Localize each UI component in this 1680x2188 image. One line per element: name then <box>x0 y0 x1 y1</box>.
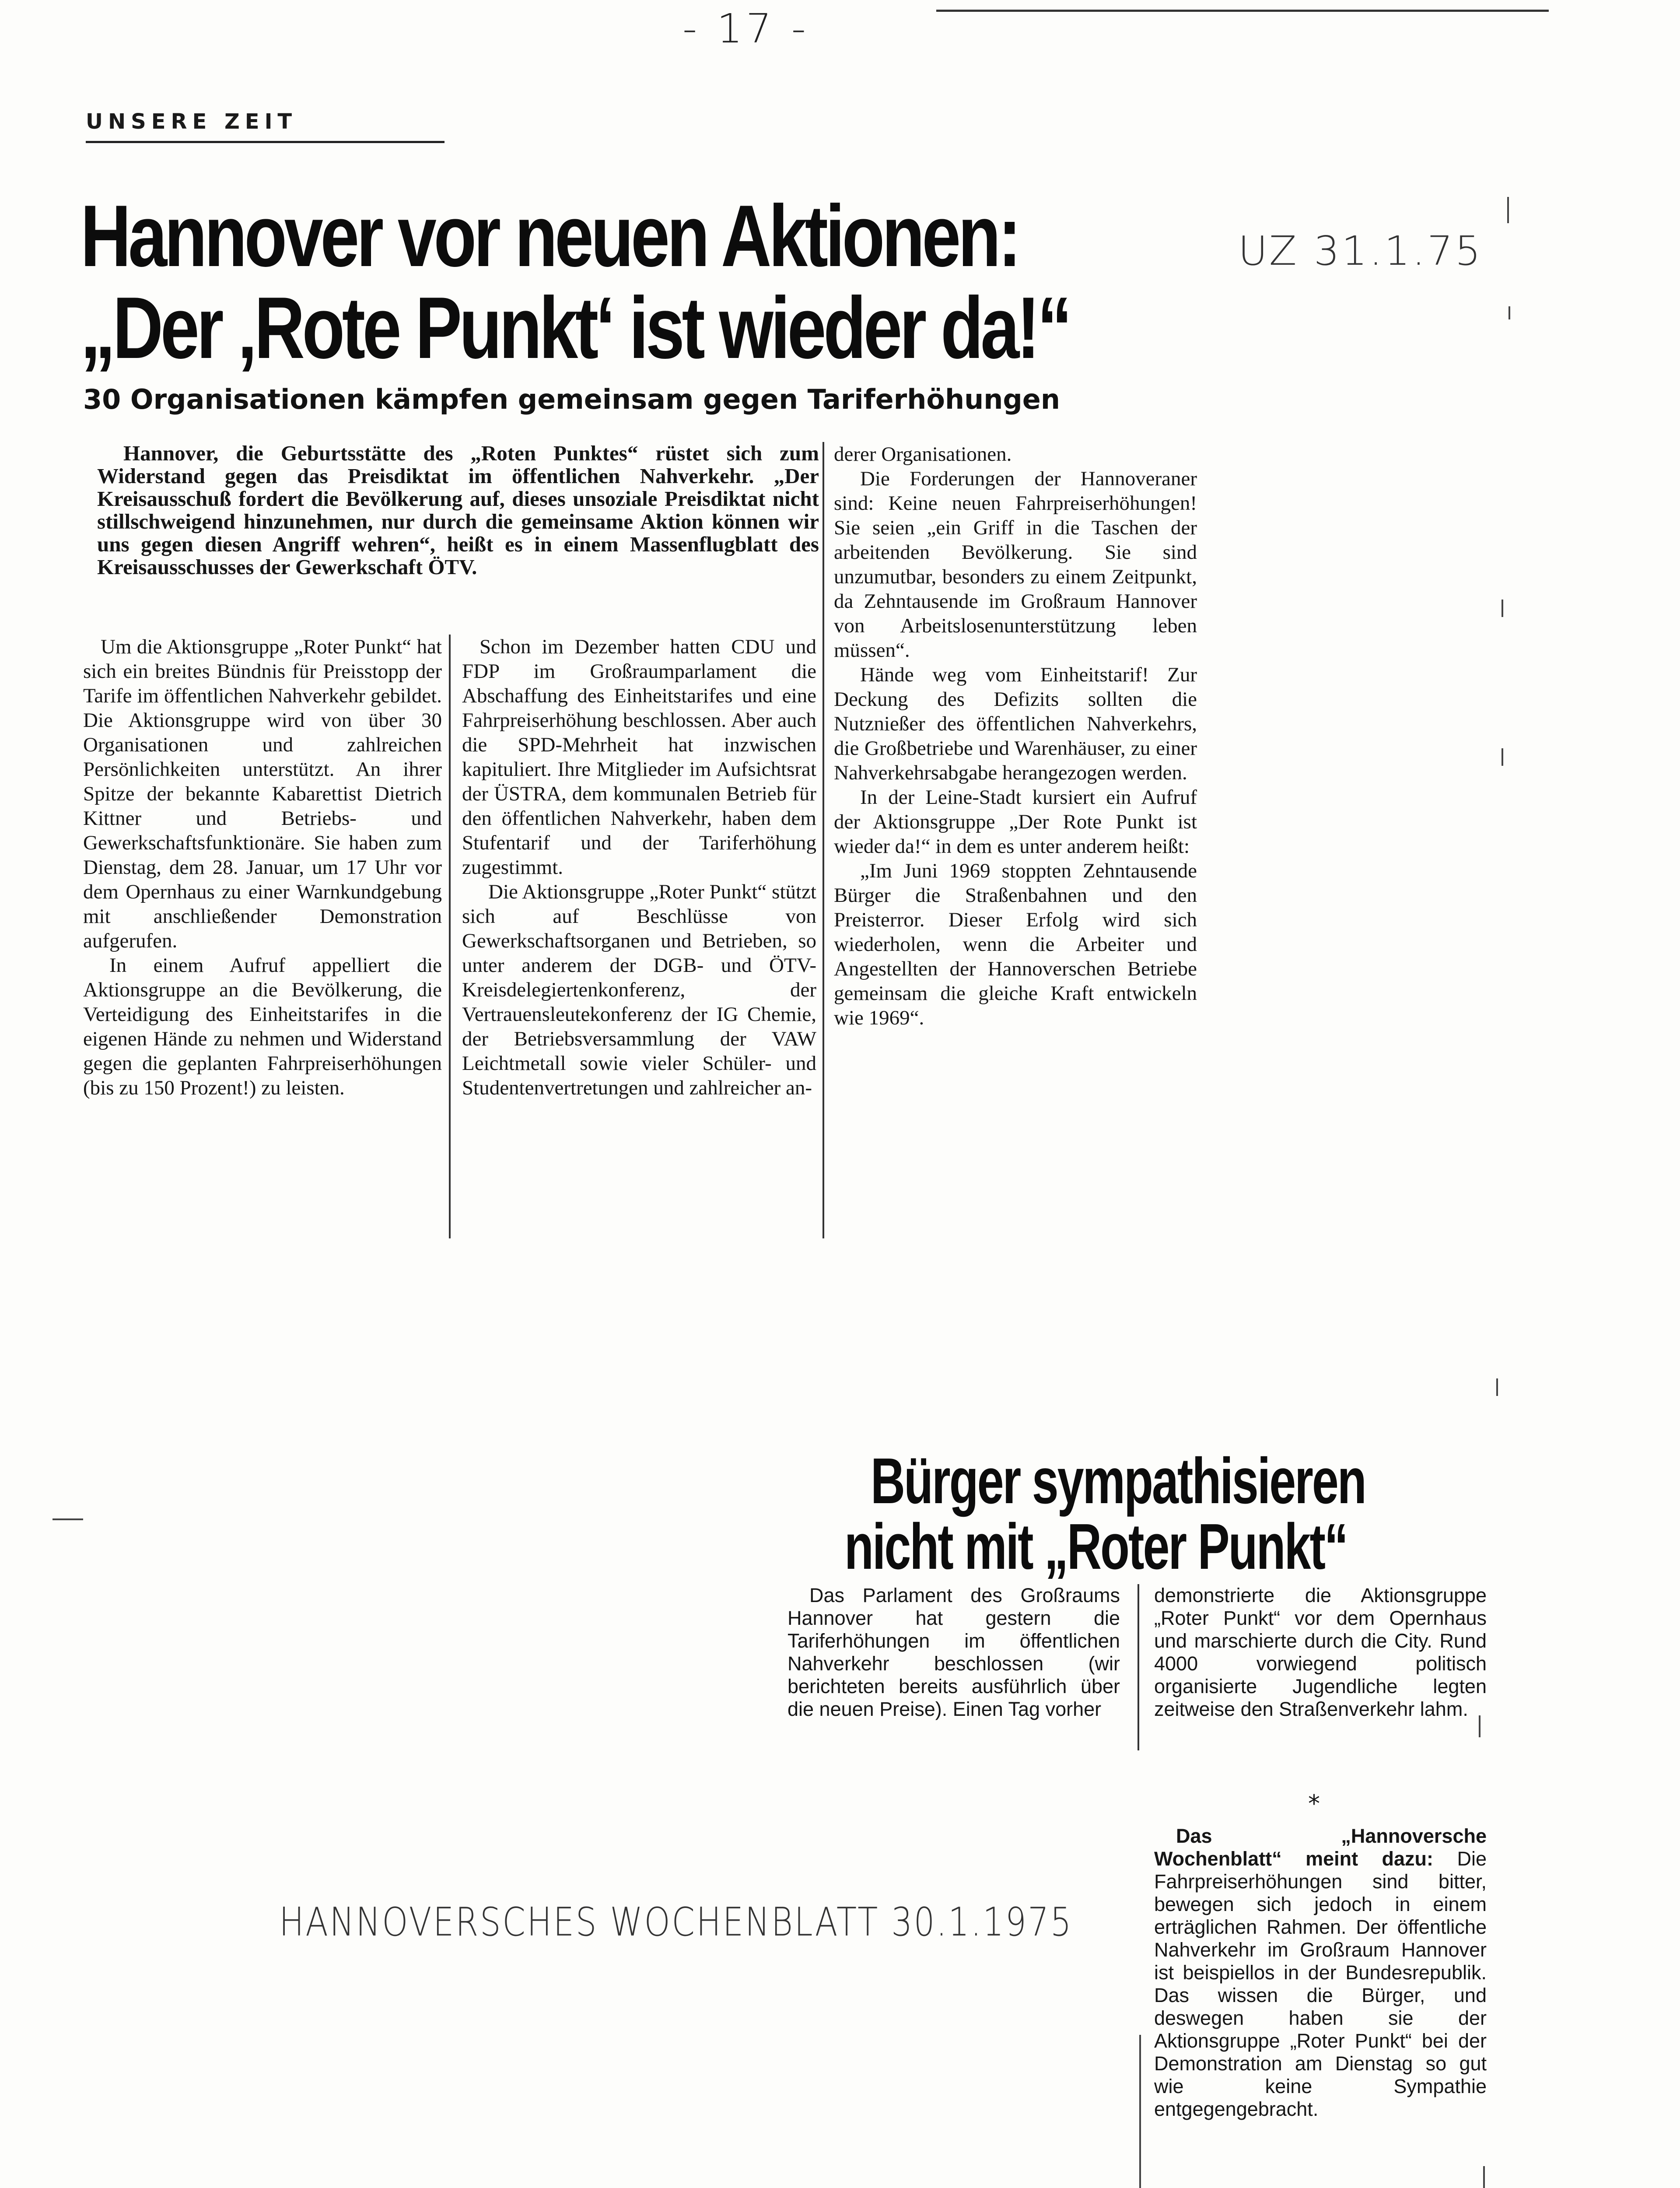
column-divider <box>449 635 451 1238</box>
scan-mark <box>1479 1715 1480 1737</box>
uz-headline-line2: „Der ‚Rote Punkt‘ ist wieder da!“ <box>80 279 1070 377</box>
paragraph: Das Parlament des Großraums Hannover hat gestern die Tariferhöhungen im öffentlichen Nahverkehr beschlossen (wir berichteten bereits ausführlich über die neuen Preise). Einen Tag vorher <box>788 1584 1120 1720</box>
scan-mark <box>1502 600 1503 617</box>
uz-column-3 <box>834 442 1197 1030</box>
hw-headline-line2: nicht mit „Roter Punkt“ <box>844 1511 1347 1583</box>
top-rule <box>936 10 1549 12</box>
paragraph: In der Leine-Stadt kursiert ein Aufruf der Aktionsgruppe „Der Rote Punkt ist wieder da!“ in dem es unter anderem heißt: <box>834 786 1197 858</box>
paragraph: Die Aktionsgruppe „Roter Punkt“ stützt sich auf Beschlüsse von Gewerkschaftsorganen und Betrieben, so unter anderem der DGB- und ÖTV-Kreisdelegiertenkonferenz, der Vertrauensleutekonferenz der IG Chemie, der Betriebsversammlung der VAW Leichtmetall sowie vieler Schüler- und Studentenvertretungen und zahlreicher an- <box>462 880 816 1099</box>
paragraph: Schon im Dezember hatten CDU und FDP im Großraumparlament die Abschaffung des Einheitstarifes und eine Fahrpreiserhöhung beschlossen. Aber auch die SPD-Mehrheit hat inzwischen kapituliert. Ihre Mitglieder im Aufsichtsrat der ÜSTRA, dem kommunalen Betrieb für den öffentlichen Nahverkehr, haben dem Stufentarif und der Tariferhöhung zugestimmt. <box>462 635 816 879</box>
page-number: - 17 - <box>682 5 809 52</box>
hw-column-1 <box>788 1584 1120 1721</box>
uz-column-1 <box>83 635 442 1100</box>
commentary-lead: Das „Hannoversche Wochenblatt“ meint dazu: <box>1154 1825 1487 1870</box>
lead-text: Hannover, die Geburtsstätte des „Roten Punktes“ rüstet sich zum Widerstand gegen das Preisdiktat im öffentlichen Nahverkehr. „Der Kreisausschuß fordert die Bevölkerung auf, dieses unsoziale Preisdiktat nicht stillschweigend hinzunehmen, nur durch die gemeinsame Aktion können wir uns gegen diesen Angriff wehren“, heißt es in einem Massenflugblatt des Kreisausschusses der Gewerkschaft ÖTV. <box>97 441 819 579</box>
paragraph: demonstrierte die Aktionsgruppe „Roter Punkt“ vor dem Opernhaus und marschierte durch die City. Rund 4000 vorwiegend politisch organisierte Jugendliche legten zeitweise den Straßenverkehr lahm. <box>1154 1584 1487 1720</box>
source-rule <box>86 141 444 143</box>
hw-commentary <box>1154 1825 1487 2121</box>
hw-source-note: HANNOVERSCHES WOCHENBLATT 30.1.1975 <box>279 1899 1073 1945</box>
uz-lead-paragraph <box>97 442 819 579</box>
source-label: UNSERE ZEIT <box>86 109 298 134</box>
uz-subheadline: 30 Organisationen kämpfen gemeinsam gegen Tariferhöhungen <box>83 383 1060 415</box>
separator-star: * <box>1308 1790 1320 1817</box>
dateline: UZ 31.1.75 <box>1238 228 1483 274</box>
column-divider <box>1138 1584 1139 1750</box>
paragraph: Hände weg vom Einheitstarif! Zur Deckung des Defizits sollten die Nutznießer des öffentlichen Nahverkehrs, die Großbetriebe und Warenhäuser, zu einer Nahverkehrsabgabe herangezogen werden. <box>834 663 1197 784</box>
hw-column-2 <box>1154 1584 1487 1721</box>
scan-mark <box>1496 1378 1498 1396</box>
paragraph: Die Forderungen der Hannoveraner sind: Keine neuen Fahrpreiserhöhungen! Sie seien „ein Griff in die Taschen der arbeitenden Bevölkerung. Sie sind unzumutbar, besonders zu einem Zeitpunkt, da Zehntausende im Großraum Hannover von Arbeitslosenunterstützung leben müssen“. <box>834 467 1197 662</box>
paragraph: Um die Aktionsgruppe „Roter Punkt“ hat sich ein breites Bündnis für Preisstopp der Tarife im öffentlichen Nahverkehr gebildet. Die Aktionsgruppe wird von über 30 Organisationen und zahlreichen Persönlichkeiten unterstützt. An ihrer Spitze der bekannte Kabarettist Dietrich Kittner und Betriebs- und Gewerkschaftsfunktionäre. Sie haben zum Dienstag, dem 28. Januar, um 17 Uhr vor dem Opernhaus zu einer Warnkundgebung mit anschließender Demonstration aufgerufen. <box>83 635 442 952</box>
scan-mark <box>1507 197 1509 223</box>
scan-mark <box>52 1518 83 1520</box>
scan-mark <box>1508 306 1510 319</box>
scan-mark <box>1483 2166 1485 2188</box>
paragraph: derer Organisationen. <box>834 443 1012 466</box>
paragraph: „Im Juni 1969 stoppten Zehntausende Bürger die Straßenbahnen und den Preisterror. Dieser Erfolg wird sich wiederholen, wenn die Arbeiter und Angestellten der Hannoverschen Betriebe gemeinsam die gleiche Kraft entwickeln wie 1969“. <box>834 859 1197 1029</box>
hw-headline-line1: Bürger sympathisieren <box>871 1445 1365 1517</box>
margin-rule <box>1139 2035 1141 2188</box>
column-divider <box>822 442 824 1238</box>
commentary-text: Die Fahrpreiserhöhungen sind bitter, bewegen sich jedoch in einem erträglichen Rahmen. Der öffentliche Nahverkehr im Großraum Hannover ist beispiellos in der Bundesrepublik. Das wissen die Bürger, und deswegen haben sie der Aktionsgruppe „Roter Punkt“ bei der Demonstration am Dienstag so gut wie keine Sympathie entgegengebracht. <box>1154 1848 1487 2120</box>
paragraph: In einem Aufruf appelliert die Aktionsgruppe an die Bevölkerung, die Verteidigung des Einheitstarifes in die eigenen Hände zu nehmen und Widerstand gegen die geplanten Fahrpreiserhöhungen (bis zu 150 Prozent!) zu leisten. <box>83 954 442 1099</box>
scan-mark <box>1502 748 1503 766</box>
uz-headline-line1: Hannover vor neuen Aktionen: <box>80 187 1019 285</box>
uz-column-2 <box>462 635 816 1100</box>
